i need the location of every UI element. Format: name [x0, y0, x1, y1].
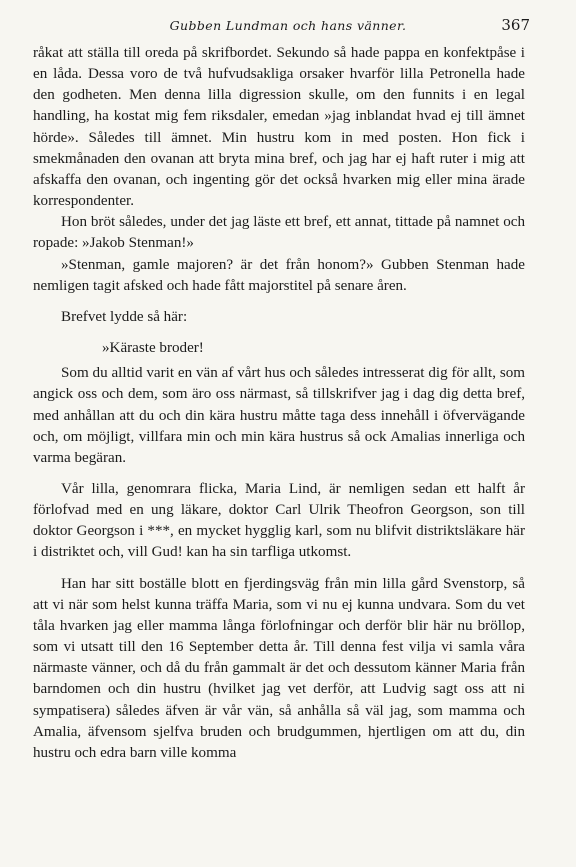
page-header	[0, 14, 576, 36]
running-title: Gubben Lundman och hans vänner.	[169, 18, 407, 33]
letter-greeting: »Käraste broder!	[102, 340, 204, 357]
paragraph: Som du alltid varit en vän af vårt hus och således intresserat dig för allt, som angick oss och dem, som äro oss närmast, så tillskrifver jag i dag dig detta bref, med anhållan att du och din kära hustru måtte taga dess innehåll i öfvervägande och, om möjligt, villfara min och min kära hustrus så ock Amalias innerliga och varma begäran.	[33, 365, 525, 466]
paragraph: »Stenman, gamle majoren? är det från honom?» Gubben Stenman hade nemligen tagit afsked och hade fått majorstitel på senare åren.	[33, 256, 525, 294]
paragraph: Han har sitt boställe blott en fjerdingsväg från min lilla gård Svenstorp, så att vi när som helst kunna träffa Maria, som vi nu ej kunna undvara. Som du vet tåla hvarken jag eller mamma långa förlofningar och derför blir här nu bröllop, som vi utsatt till den 16 September detta år. Till denna fest vilja vi samla våra närmaste vänner, och då du från gammalt är det och dessutom känner Maria från barndomen och din hustru (hvilket jag vet derför, att Ludvig sagt oss att ni sympatisera) således äfven är vår vän, så anhålla så väl jag, som mamma och Amalia, äfvensom sjelfva bruden och brudgummen, hjertligen om att du, din hustru och edra barn ville komma	[33, 575, 525, 761]
body-text	[33, 43, 525, 764]
paragraph: Vår lilla, genomrara flicka, Maria Lind, är nemligen sedan ett halft år förlofvad med en ung läkare, doktor Carl Ulrik Theofron Georgson, son till doktor Georgson i ***, en mycket hygglig karl, som nu blifvit distriktsläkare här i distriktet och, vill Gud! kan ha sin tarfliga utkomst.	[33, 480, 525, 561]
paragraph: Brefvet lydde så här:	[61, 308, 188, 325]
page-number: 367	[501, 16, 530, 34]
paragraph: råkat att ställa till oreda på skrifbordet. Sekundo så hade pappa en konfektpåse i en låda. Dessa voro de två hufvudsakliga orsaker hvarför lilla Petronella hade den godheten. Men denna lilla digression skulle, om den funnits i en legal handling, ha kostat mig fem riksdaler, emedan »jag inblandat hvad ej till ämnet hörde». Således till ämnet. Min hustru kom in med posten. Hon fick i smekmånaden den ovanan att bryta mina bref, och jag har ej haft ruter i mig att afskaffa den ovanan, och ingenting gör det också hvarken mig eller mina ärade korrespondenter.	[33, 45, 525, 210]
paragraph: Hon bröt således, under det jag läste ett bref, ett annat, tittade på namnet och ropade: »Jakob Stenman!»	[33, 214, 525, 252]
